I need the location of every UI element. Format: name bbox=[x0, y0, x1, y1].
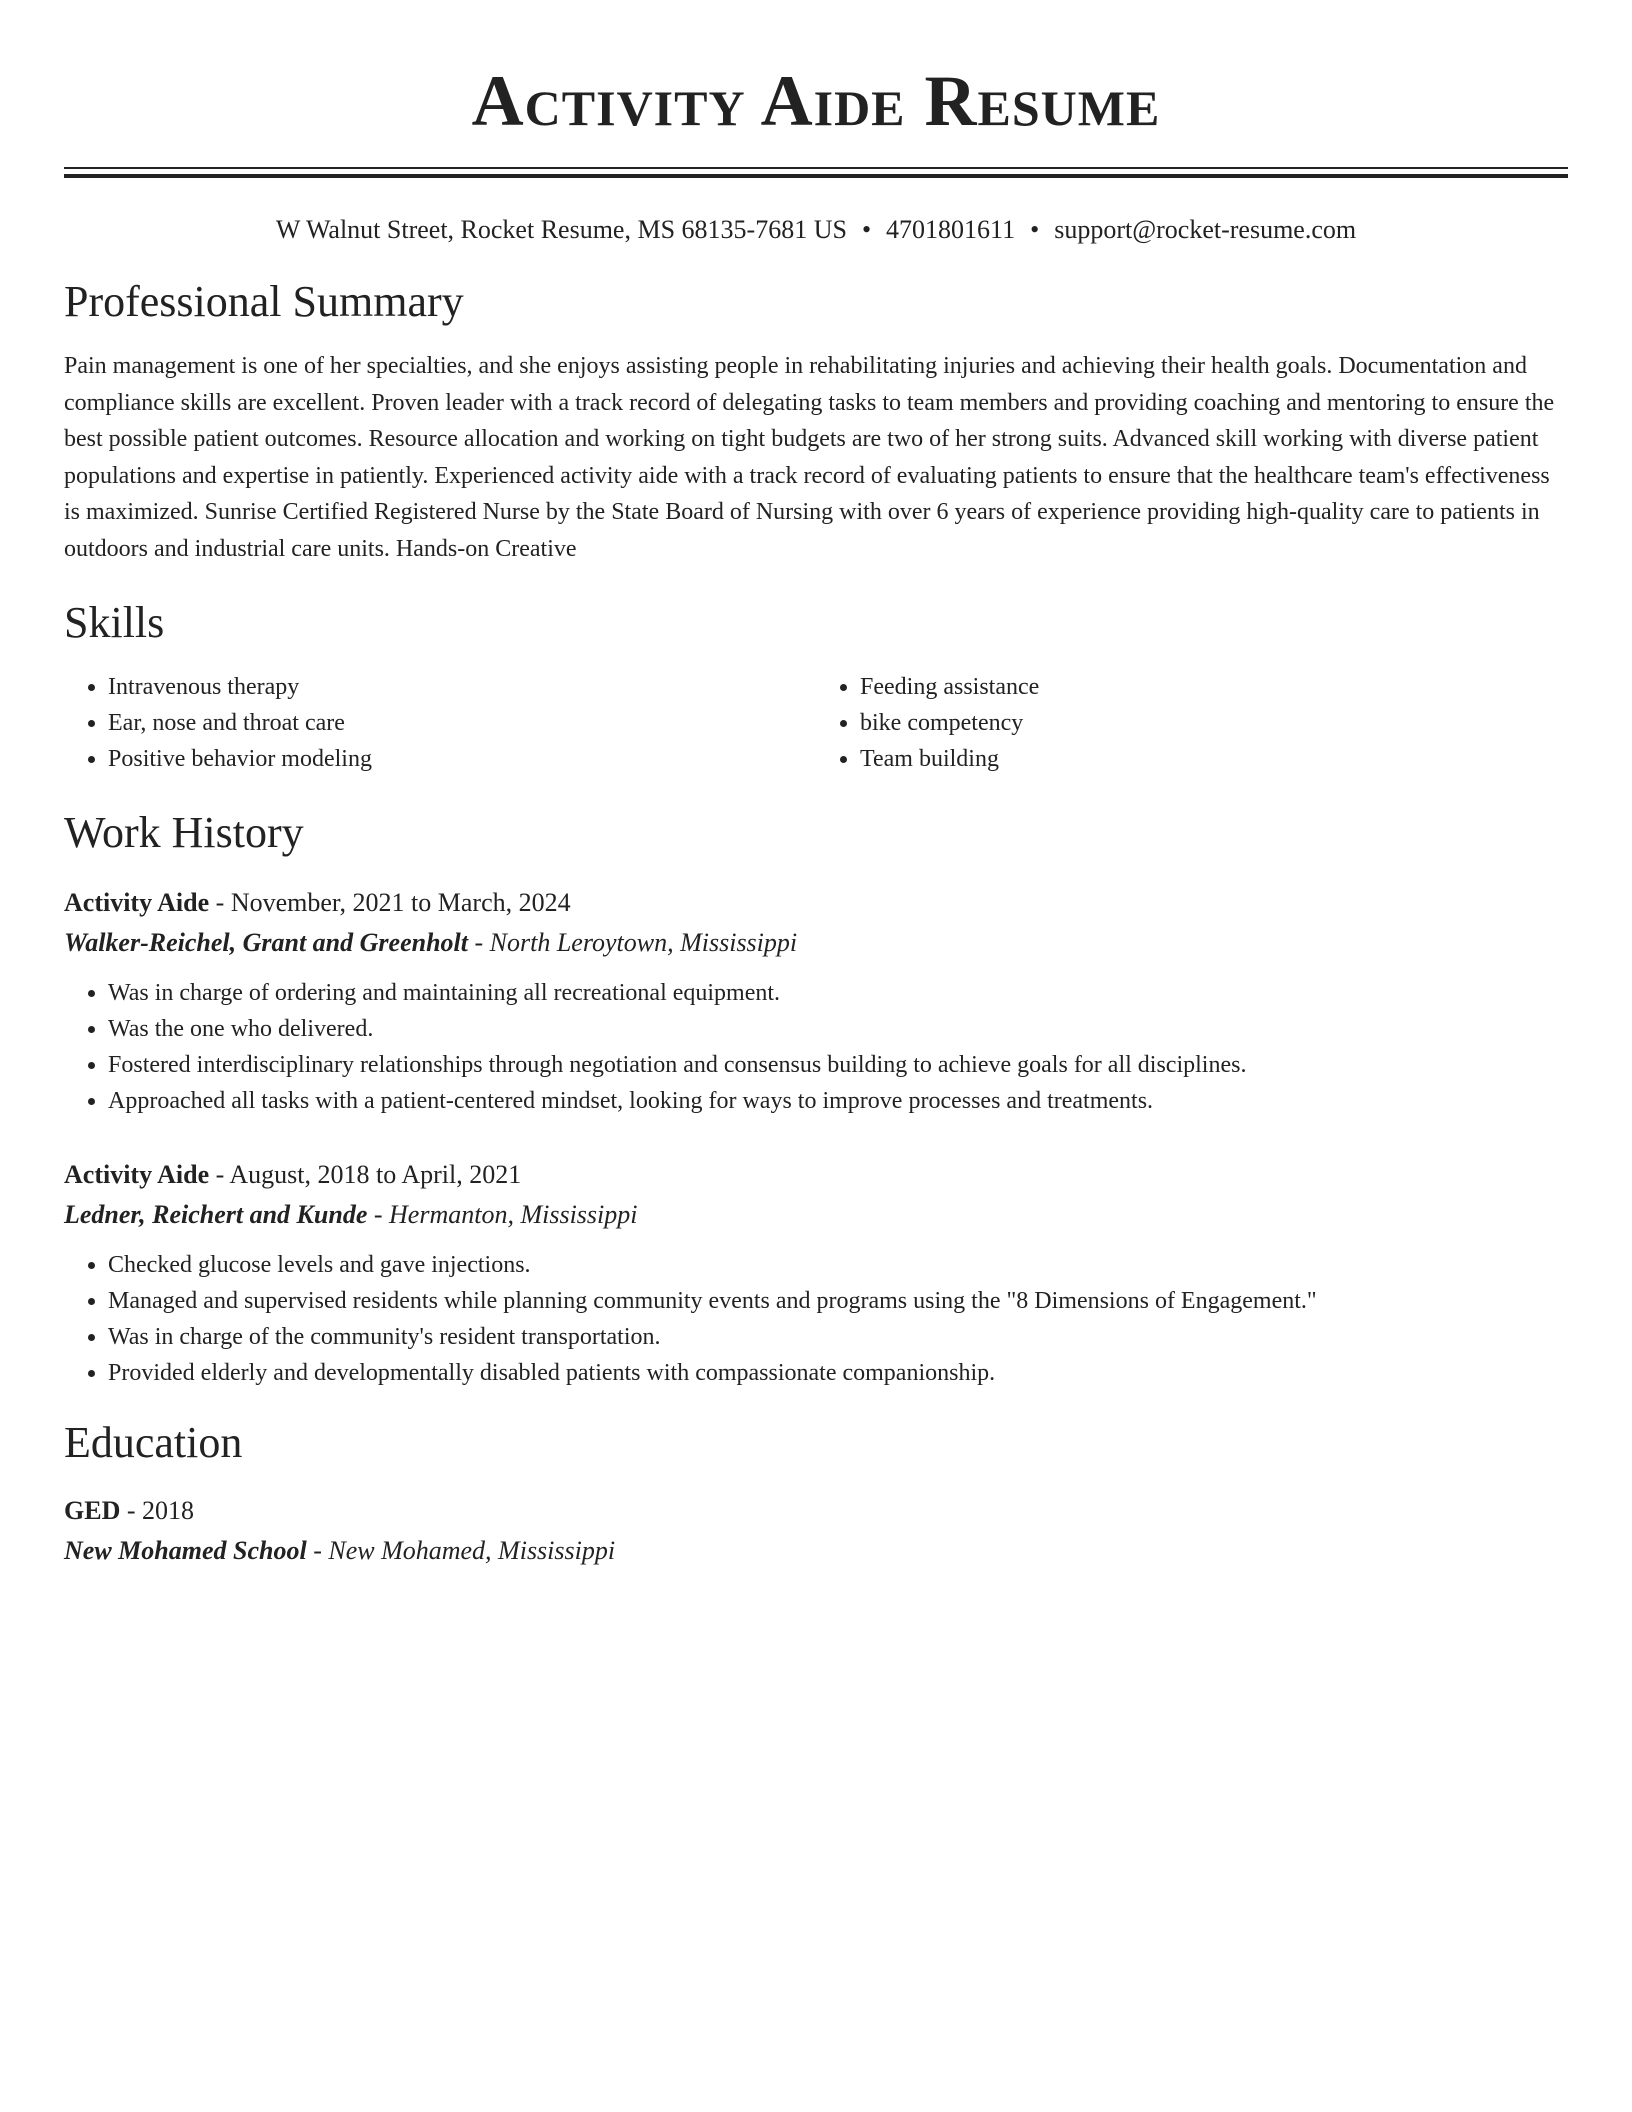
job-dates: November, 2021 to March, 2024 bbox=[230, 888, 571, 917]
dash: - bbox=[215, 888, 225, 917]
job-title: Activity Aide bbox=[64, 888, 210, 917]
dash: - bbox=[373, 1200, 383, 1229]
job-bullet: • Fostered interdisciplinary relationships through negotiation and consensus building to achieve goals for all disciplines. bbox=[108, 1047, 1568, 1083]
job-entry bbox=[64, 883, 1568, 1119]
job-title: Activity Aide bbox=[64, 1160, 210, 1189]
contact-phone: 4701801611 bbox=[886, 215, 1016, 244]
job-bullet: • Was in charge of ordering and maintaining all recreational equipment. bbox=[108, 975, 1568, 1011]
job-bullet: • Approached all tasks with a patient-centered mindset, looking for ways to improve processes and treatments. bbox=[108, 1083, 1568, 1119]
skills-list-right bbox=[816, 669, 1568, 777]
summary-heading: Professional Summary bbox=[64, 277, 464, 326]
education-location: New Mohamed, Mississippi bbox=[328, 1536, 616, 1565]
skills-section bbox=[64, 597, 1568, 777]
contact-separator: • bbox=[1030, 215, 1040, 244]
job-bullets bbox=[64, 1247, 1568, 1391]
resume-title: Activity Aide Resume bbox=[471, 61, 1161, 141]
job-bullet: • Was in charge of the community's resident transportation. bbox=[108, 1319, 1568, 1355]
dash: - bbox=[126, 1496, 136, 1525]
job-location: North Leroytown, Mississippi bbox=[489, 928, 798, 957]
job-bullet: • Managed and supervised residents while planning community events and programs using the "8 Dimensions of Engagement." bbox=[108, 1283, 1568, 1319]
education-degree: GED bbox=[64, 1496, 121, 1525]
title-divider-thick bbox=[64, 174, 1568, 178]
skills-columns bbox=[64, 669, 1568, 777]
job-employer bbox=[64, 1195, 1568, 1235]
work-history-heading: Work History bbox=[64, 808, 304, 857]
job-company: Ledner, Reichert and Kunde bbox=[64, 1200, 368, 1229]
skill-item: • Feeding assistance bbox=[860, 669, 1568, 705]
job-bullet: • Provided elderly and developmentally disabled patients with compassionate companionship. bbox=[108, 1355, 1568, 1391]
skill-item: • Ear, nose and throat care bbox=[108, 705, 816, 741]
summary-text: Pain management is one of her specialties, and she enjoys assisting people in rehabilitating injuries and achieving their health goals. Documentation and compliance skills are excellent. Proven leader with a track record of delegating tasks to team members and providing coaching and mentoring to ensure the best possible patient outcomes. Resource allocation and working on tight budgets are two of her strong suits. Advanced skill working with diverse patient populations and expertise in patiently. Experienced activity aide with a track record of evaluating patients to ensure that the healthcare team's effectiveness is maximized. Sunrise Certified Registered Nurse by the State Board of Nursing with over 6 years of experience providing high-quality care to patients in outdoors and industrial care units. Hands-on Creative bbox=[64, 353, 1555, 562]
skills-list-left bbox=[64, 669, 816, 777]
skill-item: • Intravenous therapy bbox=[108, 669, 816, 705]
education-heading: Education bbox=[64, 1418, 243, 1467]
job-dates: August, 2018 to April, 2021 bbox=[229, 1160, 522, 1189]
dash: - bbox=[313, 1536, 322, 1565]
dash: - bbox=[215, 1160, 225, 1189]
title-divider-thin bbox=[64, 167, 1568, 169]
job-header bbox=[64, 1155, 1568, 1195]
skill-item: • Positive behavior modeling bbox=[108, 741, 816, 777]
contact-email: support@rocket-resume.com bbox=[1054, 215, 1357, 244]
job-bullet: • Was the one who delivered. bbox=[108, 1011, 1568, 1047]
education-entry bbox=[64, 1491, 1568, 1571]
job-bullets bbox=[64, 975, 1568, 1119]
contact-address: W Walnut Street, Rocket Resume, MS 68135-7681 US bbox=[275, 215, 847, 244]
job-bullet: • Checked glucose levels and gave injections. bbox=[108, 1247, 1568, 1283]
education-school-line bbox=[64, 1531, 1568, 1571]
skill-item: • bike competency bbox=[860, 705, 1568, 741]
skills-heading: Skills bbox=[64, 598, 165, 647]
job-employer bbox=[64, 923, 1568, 963]
job-location: Hermanton, Mississippi bbox=[389, 1200, 638, 1229]
job-header bbox=[64, 883, 1568, 923]
job-company: Walker-Reichel, Grant and Greenholt bbox=[64, 928, 468, 957]
contact-line bbox=[64, 212, 1568, 248]
education-section bbox=[64, 1417, 1568, 1571]
dash: - bbox=[474, 928, 484, 957]
education-school: New Mohamed School bbox=[64, 1536, 307, 1565]
work-history-section bbox=[64, 807, 1568, 1391]
job-entry bbox=[64, 1155, 1568, 1391]
contact-separator: • bbox=[861, 215, 872, 244]
summary-section bbox=[64, 276, 1568, 567]
education-header bbox=[64, 1491, 1568, 1531]
education-year: 2018 bbox=[142, 1496, 195, 1525]
skill-item: • Team building bbox=[860, 741, 1568, 777]
